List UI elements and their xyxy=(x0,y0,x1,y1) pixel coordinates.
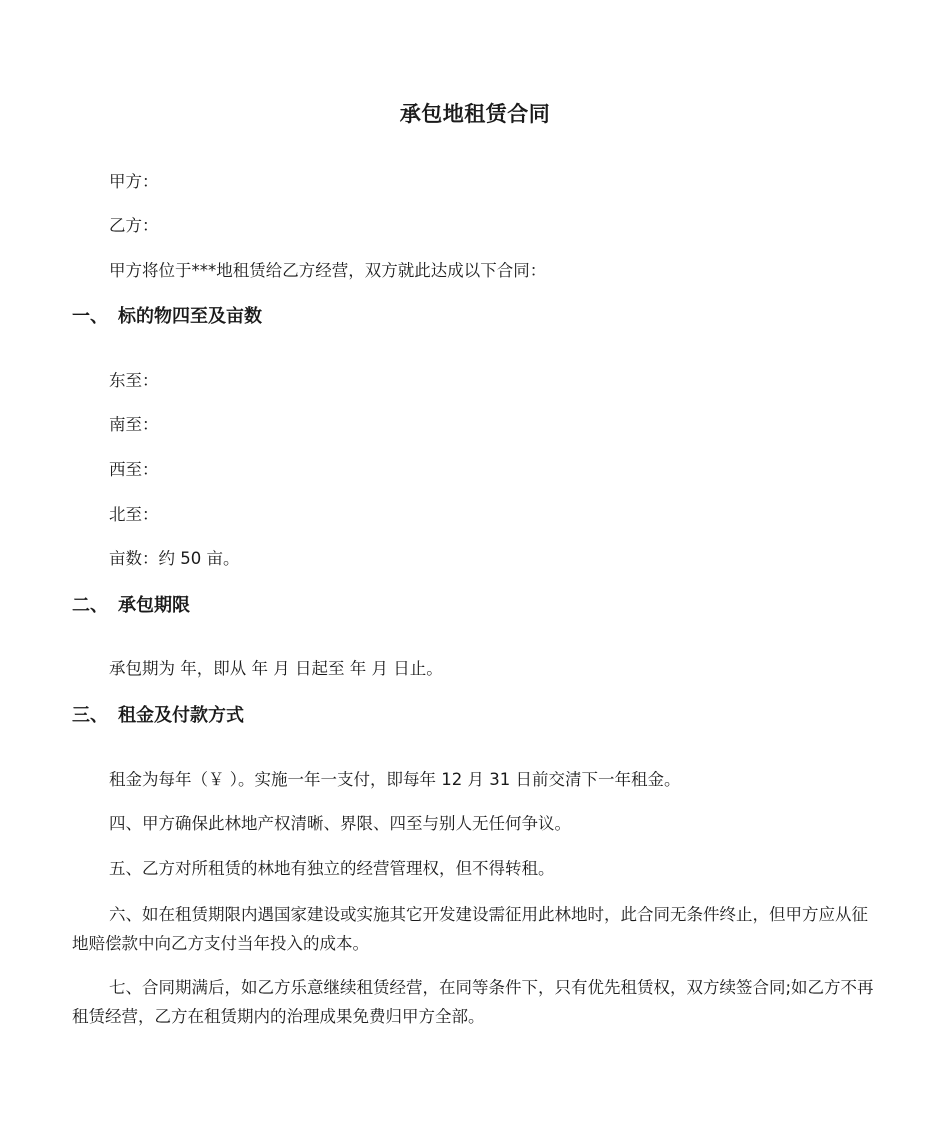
section-2-number: 二、 xyxy=(72,595,108,616)
section-2-title: 承包期限 xyxy=(118,595,190,616)
boundary-south: 南至： xyxy=(109,415,159,434)
section-3-number: 三、 xyxy=(72,705,108,726)
term-line: 承包期为 年，即从 年 月 日起至 年 月 日止。 xyxy=(109,659,443,678)
section-1-title: 标的物四至及亩数 xyxy=(118,306,262,327)
section-1-heading xyxy=(72,304,262,330)
clause-6: 六、如在租赁期限内遇国家建设或实施其它开发建设需征用此林地时，此合同无条件终止，但甲方应从征地赔偿款中向乙方支付当年投入的成本。 xyxy=(72,905,868,953)
intro-line: 甲方将位于***地租赁给乙方经营，双方就此达成以下合同： xyxy=(109,261,547,280)
clause-5: 五、乙方对所租赁的林地有独立的经营管理权，但不得转租。 xyxy=(109,859,555,878)
area-line: 亩数：约 50 亩。 xyxy=(109,549,240,568)
rent-line: 租金为每年（￥ ）。实施一年一支付，即每年 12 月 31 日前交清下一年租金。 xyxy=(109,770,681,789)
clause-4: 四、甲方确保此林地产权清晰、界限、四至与别人无任何争议。 xyxy=(109,814,571,833)
boundary-east: 东至： xyxy=(109,371,159,390)
section-1-number: 一、 xyxy=(72,306,108,327)
section-3-title: 租金及付款方式 xyxy=(118,705,244,726)
section-3-heading xyxy=(72,703,244,729)
boundary-north: 北至： xyxy=(109,505,159,524)
boundary-west: 西至： xyxy=(109,460,159,479)
document-title: 承包地租赁合同 xyxy=(399,102,551,126)
party-a-line: 甲方： xyxy=(109,172,159,191)
party-b-line: 乙方： xyxy=(109,216,159,235)
clause-7: 七、合同期满后，如乙方乐意继续租赁经营，在同等条件下，只有优先租赁权，双方续签合同;如乙方不再租赁经营，乙方在租赁期内的治理成果免费归甲方全部。 xyxy=(72,978,874,1026)
section-2-heading xyxy=(72,593,190,619)
